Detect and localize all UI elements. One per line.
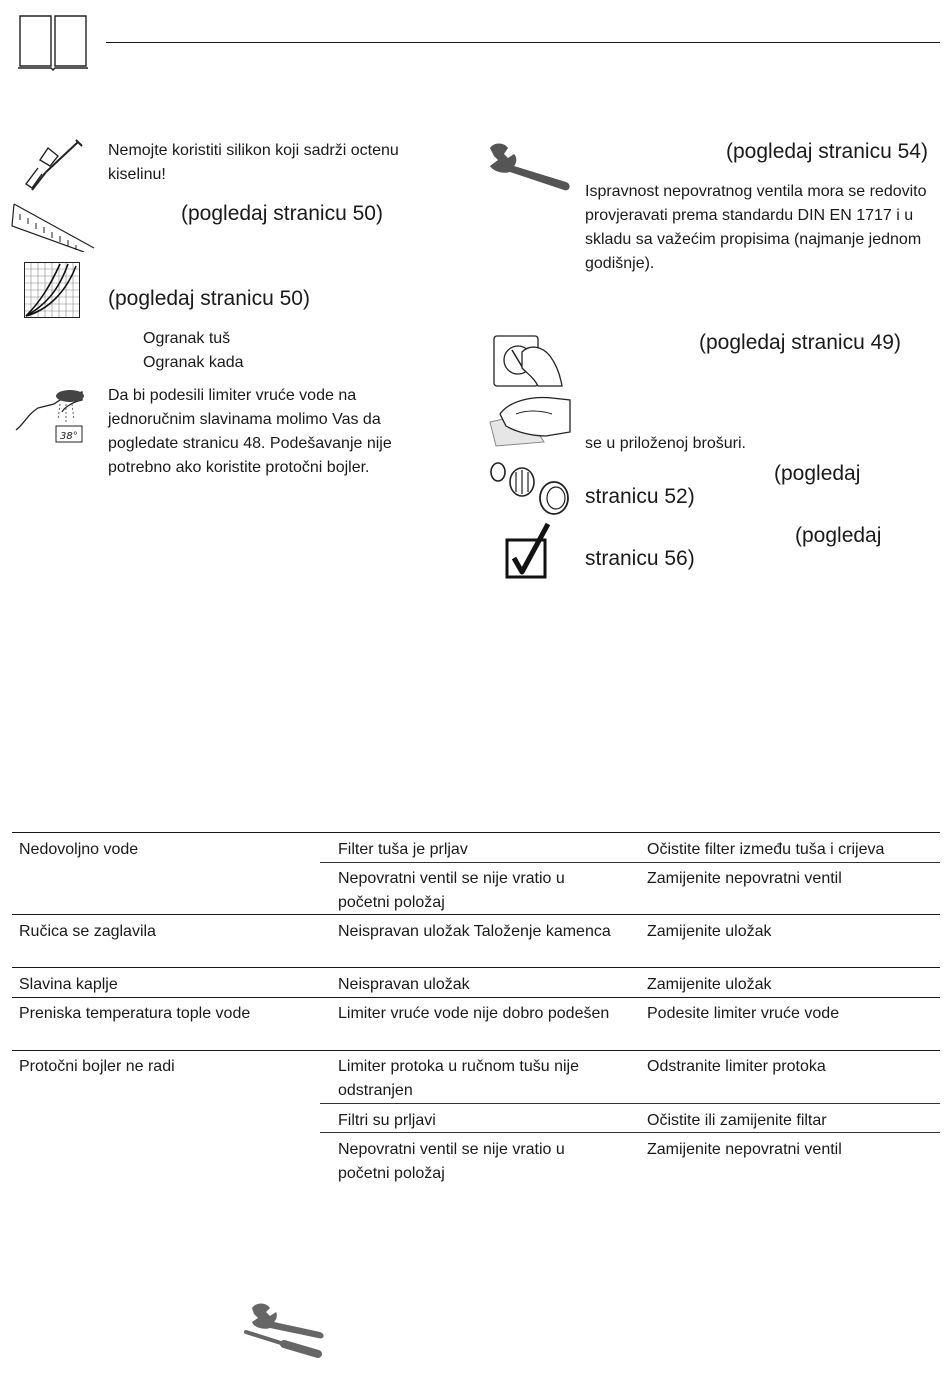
- table-cell-problem: Ručica se zaglavila: [19, 923, 156, 940]
- page-ref-56-part2: stranicu 56): [585, 547, 695, 570]
- table-row-divider: [320, 862, 940, 863]
- flow-diagram-icon: [24, 262, 80, 318]
- page-ref-52-part1: (pogledaj: [774, 462, 861, 485]
- page-ref-54: (pogledaj stranicu 54): [726, 140, 928, 163]
- silicone-note: Nemojte koristiti silikon koji sadrži octenu kiselinu!: [108, 142, 399, 183]
- outlet-shower: Ogranak tuš: [143, 330, 231, 347]
- table-cell-problem: Nedovoljno vode: [19, 841, 139, 858]
- tools-icon: [244, 1302, 328, 1358]
- table-cell-remedy: Očistite filter između tuša i crijeva: [647, 841, 885, 858]
- cleaning-cloth-icon: [486, 392, 574, 448]
- table-cell-remedy: Zamijenite nepovratni ventil: [647, 1141, 842, 1158]
- table-cell-cause: Filter tuša je prljav: [338, 841, 468, 858]
- table-cell-remedy: Zamijenite nepovratni ventil: [647, 870, 842, 887]
- page-ref-50-a: (pogledaj stranicu 50): [181, 202, 383, 225]
- table-group-divider: [12, 914, 940, 915]
- table-row-divider: [320, 1132, 940, 1133]
- table-row-divider: [320, 1103, 940, 1104]
- table-cell-cause: Neispravan uložak Taloženje kamenca: [338, 923, 611, 940]
- table-cell-cause: Limiter vruće vode nije dobro podešen: [338, 1005, 610, 1022]
- table-cell-remedy: Zamijenite uložak: [647, 923, 772, 940]
- table-group-divider: [12, 1050, 940, 1051]
- checkbox-icon: [504, 522, 550, 580]
- table-cell-problem: Protočni bojler ne radi: [19, 1058, 175, 1075]
- table-cell-problem: Preniska temperatura tople vode: [19, 1005, 251, 1022]
- table-group-divider: [12, 997, 940, 998]
- table-cell-cause: Filtri su prljavi: [338, 1112, 436, 1129]
- silicone-gun-icon: [18, 138, 84, 196]
- table-cell-cause: Nepovratni ventil se nije vratio u početni položaj: [338, 870, 565, 911]
- check-valve-parts-icon: [488, 458, 572, 516]
- wrench-icon: [486, 140, 572, 194]
- limiter-note: Da bi podesili limiter vruće vode na jednoručnim slavinama molimo Vas da pogledate stranicu 48. Podešavanje nije potrebno ako koristite protočni bojler.: [108, 387, 392, 476]
- page-ref-49: (pogledaj stranicu 49): [699, 331, 901, 354]
- ruler-icon: [10, 200, 96, 252]
- brochure-note: se u priloženoj brošuri.: [585, 435, 746, 452]
- table-cell-remedy: Očistite ili zamijenite filtar: [647, 1112, 827, 1129]
- page-ref-56-part1: (pogledaj: [795, 524, 882, 547]
- table-cell-remedy: Zamijenite uložak: [647, 976, 772, 993]
- table-group-divider: [12, 967, 940, 968]
- book-icon: [16, 12, 90, 72]
- thermometer-readout: 38°: [60, 431, 78, 442]
- table-cell-problem: Slavina kaplje: [19, 976, 118, 993]
- table-cell-cause: Neispravan uložak: [338, 976, 470, 993]
- table-top-rule: [12, 832, 940, 833]
- table-cell-remedy: Podesite limiter vruće vode: [647, 1005, 840, 1022]
- page-ref-52-part2: stranicu 52): [585, 485, 695, 508]
- page-ref-50-b: (pogledaj stranicu 50): [108, 287, 310, 310]
- outlet-bath: Ogranak kada: [143, 354, 244, 371]
- hand-shower-thermometer-icon: [14, 384, 86, 444]
- table-cell-remedy: Odstranite limiter protoka: [647, 1058, 826, 1075]
- check-valve-note: Ispravnost nepovratnog ventila mora se redovito provjeravati prema standardu DIN EN 1717 i u skladu sa važećim propisima (najmanje jednom godišnje).: [585, 183, 927, 272]
- table-cell-cause: Limiter protoka u ručnom tušu nije odstranjen: [338, 1058, 579, 1099]
- header-rule: [106, 42, 940, 43]
- table-cell-cause: Nepovratni ventil se nije vratio u početni položaj: [338, 1141, 565, 1182]
- handle-hand-icon: [492, 330, 566, 388]
